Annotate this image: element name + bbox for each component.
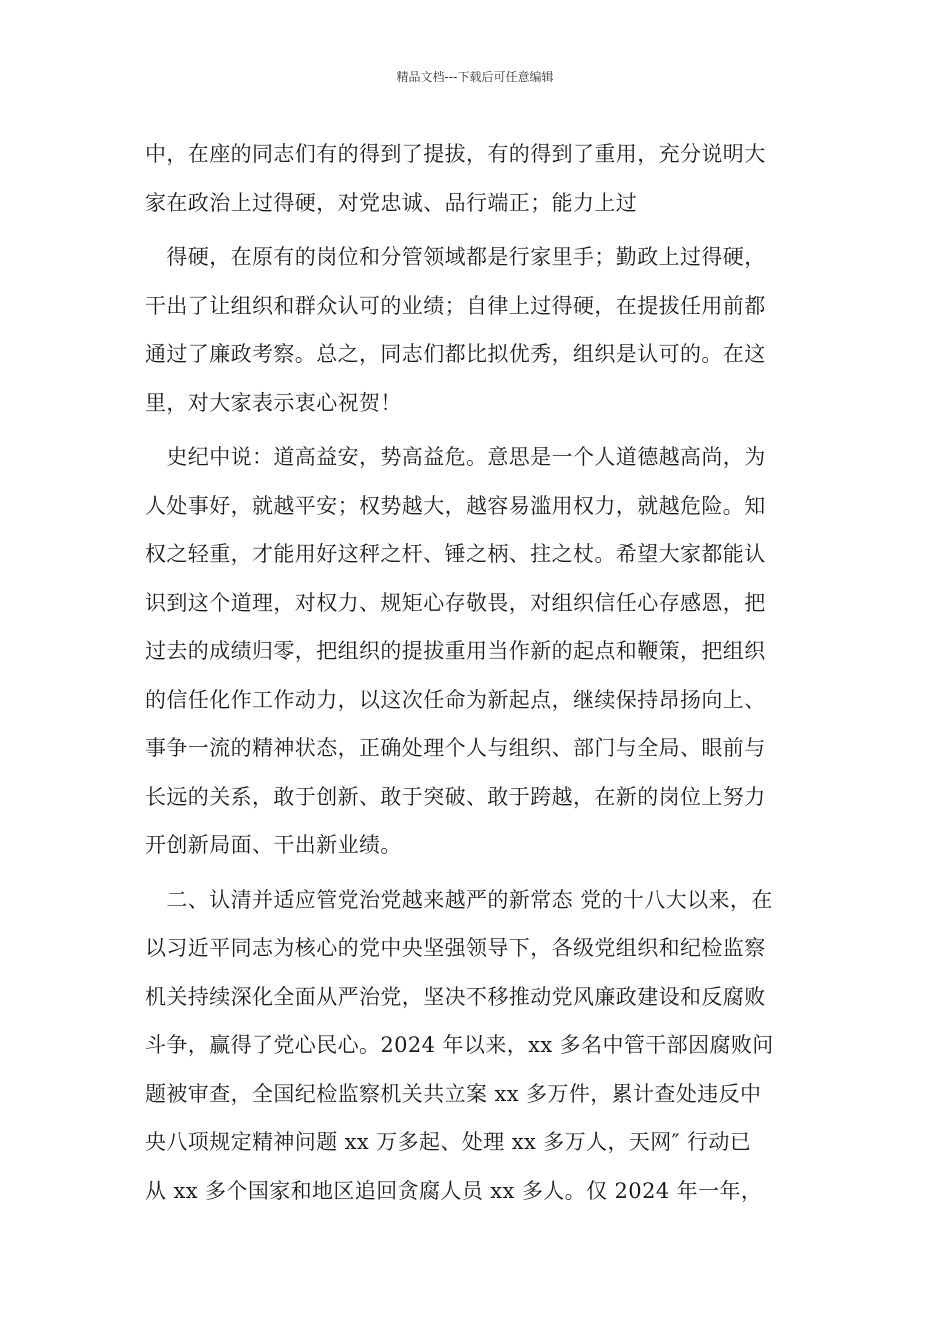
text-line: 从 xx 多个国家和地区追回贪腐人员 xx 多人。仅 2024 年一年，	[145, 1178, 763, 1203]
text-line: 家在政治上过得硬，对党忠诚、品行端正；能力上过	[145, 190, 638, 215]
text-line: 二、认清并适应管党治党越来越严的新常态 党的十八大以来，在	[145, 887, 773, 912]
document-body	[145, 130, 815, 1215]
text-line: 通过了廉政考察。总之，同志们都比拟优秀，组织是认可的。在这	[145, 342, 766, 366]
text-line: 的信任化作工作动力，以这次任命为新起点，继续保持昂扬向上、	[145, 687, 766, 712]
text-line: 人处事好，就越平安；权势越大，越容易滥用权力，就越危险。知	[145, 493, 766, 518]
text-line: 事争一流的精神状态，正确处理个人与组织、部门与全局、眼前与	[145, 736, 766, 760]
text-line: 识到这个道理，对权力、规矩心存敬畏，对组织信任心存感恩，把	[145, 590, 766, 615]
text-line: 史纪中说：道高益安，势高益危。意思是一个人道德越高尚，为	[145, 445, 766, 469]
paragraph	[145, 233, 815, 427]
paragraph	[145, 876, 815, 1216]
text-line: 干出了让组织和群众认可的业绩；自律上过得硬，在提拔任用前都	[145, 293, 766, 318]
text-line: 以习近平同志为核心的党中央坚强领导下，各级党组织和纪检监察	[145, 936, 766, 960]
paragraph	[145, 433, 815, 870]
text-line: 央八项规定精神问题 xx 万多起、处理 xx 多万人，天网″ 行动已	[145, 1130, 752, 1154]
text-line: 开创新局面、干出新业绩。	[145, 833, 402, 857]
text-line: 长远的关系，敢于创新、敢于突破、敢于跨越，在新的岗位上努力	[145, 784, 766, 809]
text-line: 里，对大家表示衷心祝贺！	[145, 390, 402, 415]
paragraph	[145, 130, 815, 227]
page-header: 精品文档---下载后可任意编辑	[396, 70, 554, 84]
text-line: 过去的成绩归零，把组织的提拔重用当作新的起点和鞭策，把组织	[145, 639, 766, 663]
text-line: 斗争，赢得了党心民心。2024 年以来，xx 多名中管干部因腐败问	[145, 1033, 774, 1057]
text-line: 中，在座的同志们有的得到了提拔，有的得到了重用，充分说明大	[145, 142, 766, 166]
text-line: 题被审查，全国纪检监察机关共立案 xx 多万件，累计查处违反中	[145, 1081, 762, 1106]
text-line: 权之轻重，才能用好这秤之杆、锤之柄、拄之杖。希望大家都能认	[145, 542, 766, 566]
text-line: 机关持续深化全面从严治党，坚决不移推动党风廉政建设和反腐败	[145, 984, 766, 1009]
text-line: 得硬，在原有的岗位和分管领域都是行家里手；勤政上过得硬，	[145, 245, 766, 269]
